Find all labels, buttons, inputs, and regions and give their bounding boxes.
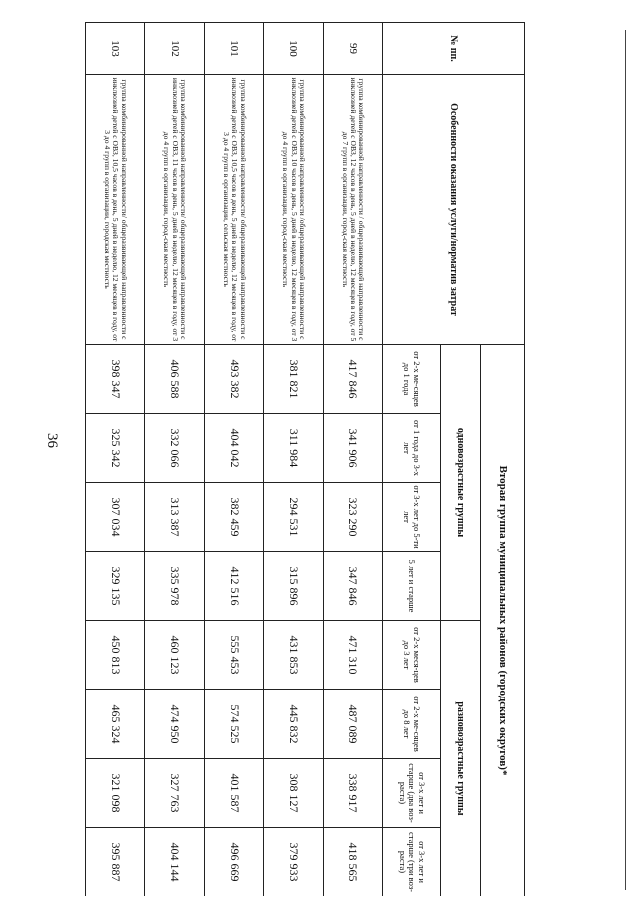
row-number: 100 [264, 23, 323, 75]
same-age-title: одновозрастные группы [441, 345, 481, 621]
cost-norms-table [85, 22, 525, 896]
mixed-age-title: разновозрастные группы [441, 621, 481, 897]
value-cell: 493 382 [204, 345, 263, 414]
row-number: 103 [86, 23, 145, 75]
value-cell: 294 531 [264, 483, 323, 552]
value-cell: 311 984 [264, 414, 323, 483]
value-cell: 471 310 [323, 621, 382, 690]
row-number: 102 [145, 23, 204, 75]
col-header-age: от 3-х лет и старше (два воз-раста) [383, 759, 441, 828]
value-cell: 307 034 [86, 483, 145, 552]
value-cell: 496 669 [204, 828, 263, 897]
col-header-age: от 2-х меся-цев до 3 лет [383, 621, 441, 690]
page-number: 36 [44, 433, 60, 448]
value-cell: 327 763 [145, 759, 204, 828]
row-description: группа комбинированной направленности/ общеразвивающей направленности с инклюзией детей с ОВЗ, 11 часов в день, 5 дней в неделю, 12 месяцев в году, от 3 до 4 групп в организации, город-ская местность [145, 75, 204, 345]
value-cell: 401 587 [204, 759, 263, 828]
col-header-age: от 3-х лет и старше (три воз-раста) [383, 828, 441, 897]
col-header-age: 5 лет и старше [383, 552, 441, 621]
value-cell: 418 565 [323, 828, 382, 897]
table-row [264, 23, 323, 897]
value-cell: 417 846 [323, 345, 382, 414]
value-cell: 321 098 [86, 759, 145, 828]
value-cell: 474 950 [145, 690, 204, 759]
col-header-num: № пп. [383, 23, 525, 75]
scan-edge-line [625, 30, 626, 890]
table-row [86, 23, 145, 897]
value-cell: 412 516 [204, 552, 263, 621]
value-cell: 308 127 [264, 759, 323, 828]
value-cell: 341 906 [323, 414, 382, 483]
rotated-table-wrapper [85, 22, 525, 896]
col-header-age: от 2-х ме-сяцев до 1 года [383, 345, 441, 414]
col-header-age: от 2-х ме-сяцев до 8 лет [383, 690, 441, 759]
value-cell: 450 813 [86, 621, 145, 690]
value-cell: 487 089 [323, 690, 382, 759]
value-cell: 431 853 [264, 621, 323, 690]
value-cell: 574 525 [204, 690, 263, 759]
value-cell: 323 290 [323, 483, 382, 552]
row-description: группа комбинированной направленности /общеразвивающей направленности с инклюзией детей с ОВЗ, 10 часов в день, 5 дней в неделю, 12 месяцев в году, от 3 до 4 групп в организации, город-ская местность [264, 75, 323, 345]
value-cell: 404 042 [204, 414, 263, 483]
row-description: группа комбинированной направленности/ общеразвивающей направленности с инклюзией детей с ОВЗ, 10,5 часов в день, 5 дней в неделю, 12 месяцев в году, от 3 до 4 групп в организации, городская местность [86, 75, 145, 345]
group-title: Вторая группа муниципальных районов (городских округов)* [481, 345, 525, 897]
col-header-age: от 3-х лет до 5-ти лет [383, 483, 441, 552]
value-cell: 313 387 [145, 483, 204, 552]
table-row [204, 23, 263, 897]
value-cell: 329 135 [86, 552, 145, 621]
table-row [145, 23, 204, 897]
value-cell: 460 123 [145, 621, 204, 690]
table-row [323, 23, 382, 897]
value-cell: 325 342 [86, 414, 145, 483]
value-cell: 406 588 [145, 345, 204, 414]
row-number: 101 [204, 23, 263, 75]
col-header-age: от 1 года до 3-х лет [383, 414, 441, 483]
value-cell: 465 324 [86, 690, 145, 759]
col-header-feature: Особенности оказания услуги/норматив затрат [383, 75, 525, 345]
value-cell: 404 144 [145, 828, 204, 897]
value-cell: 381 821 [264, 345, 323, 414]
row-description: группа комбинированной направленности / общеразвивающей направленности с инклюзией детей с ОВЗ, 12 часов в день, 5 дней в неделю, 12 месяцев в году, от 5 до 7 групп в организации, город-ская местность [323, 75, 382, 345]
value-cell: 395 887 [86, 828, 145, 897]
row-number: 99 [323, 23, 382, 75]
value-cell: 315 896 [264, 552, 323, 621]
value-cell: 332 066 [145, 414, 204, 483]
row-description: группа комбинированной направленности/ общеразвивающей направленности с инклюзией детей с ОВЗ, 10,5 часов в день, 5 дней в неделю, 12 месяцев в году, от 3 до 4 групп в организации, сельская местность [204, 75, 263, 345]
value-cell: 445 832 [264, 690, 323, 759]
value-cell: 382 459 [204, 483, 263, 552]
value-cell: 338 917 [323, 759, 382, 828]
value-cell: 398 347 [86, 345, 145, 414]
value-cell: 347 846 [323, 552, 382, 621]
value-cell: 379 933 [264, 828, 323, 897]
value-cell: 335 978 [145, 552, 204, 621]
value-cell: 555 453 [204, 621, 263, 690]
rotated-table-inner [85, 22, 525, 896]
